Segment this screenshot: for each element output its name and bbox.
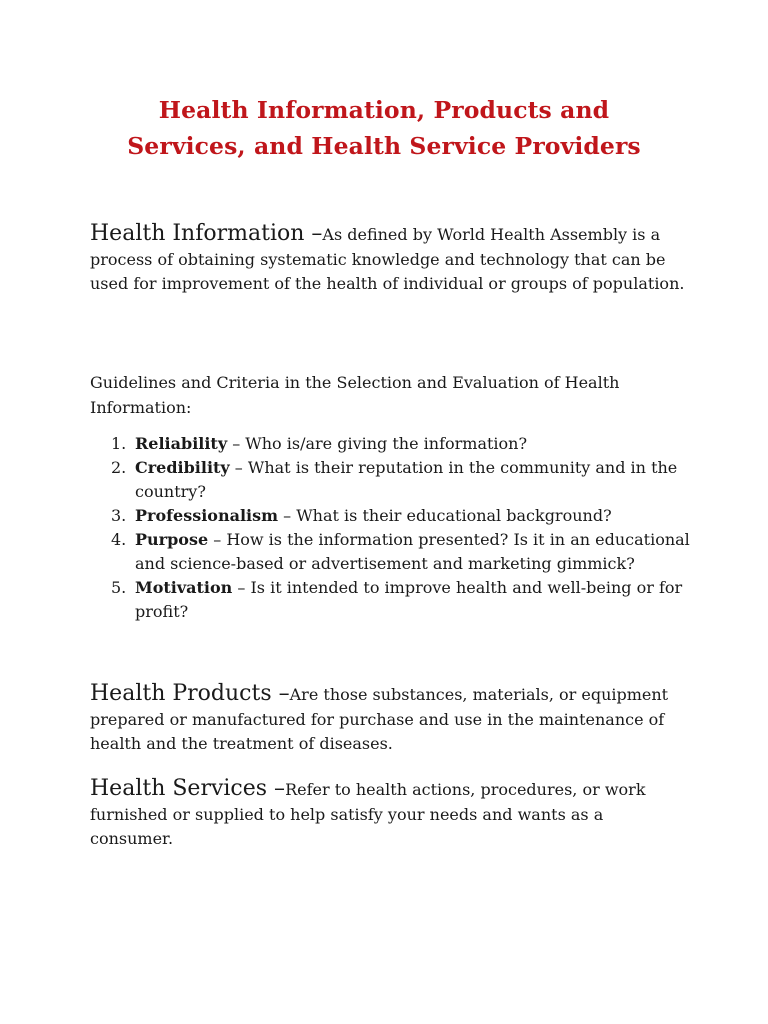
list-item-text: – What is their educational background? xyxy=(278,506,612,525)
list-item-term: Motivation xyxy=(135,578,233,597)
list-item-number: 3. xyxy=(111,506,127,525)
list-item-text: – Is it intended to improve health and well-being or for profit? xyxy=(135,578,683,621)
health-services-definition: Refer to health actions, procedures, or work furnished or supplied to help satisfy your needs and wants as a consumer. xyxy=(90,780,646,848)
list-item xyxy=(111,576,695,624)
health-information-term: Health Information – xyxy=(90,221,323,246)
health-information-paragraph xyxy=(90,222,690,297)
title-line-2: Services, and Health Service Providers xyxy=(127,132,641,160)
list-item-term: Professionalism xyxy=(135,506,279,525)
health-services-paragraph xyxy=(90,777,690,852)
list-item-term: Credibility xyxy=(135,458,230,477)
list-item xyxy=(111,528,695,576)
list-item xyxy=(111,504,695,528)
title-line-1: Health Information, Products and xyxy=(158,96,610,124)
guidelines-heading: Guidelines and Criteria in the Selection and Evaluation of Health Information: xyxy=(90,373,620,417)
list-item-term: Purpose xyxy=(135,530,209,549)
list-item-text: – What is their reputation in the community and in the country? xyxy=(135,458,678,501)
list-item-number: 5. xyxy=(111,578,127,597)
list-item-term: Reliability xyxy=(135,434,228,453)
list-item-number: 4. xyxy=(111,530,127,549)
list-item-text: – How is the information presented? Is it in an educational and science-based or advertisement and marketing gimmick? xyxy=(135,530,690,573)
health-products-paragraph xyxy=(90,682,690,757)
criteria-list xyxy=(111,432,695,624)
health-information-definition: As defined by World Health Assembly is a process of obtaining systematic knowledge and technology that can be used for improvement of the health of individual or groups of population. xyxy=(90,225,685,293)
health-products-definition: Are those substances, materials, or equipment prepared or manufactured for purchase and use in the maintenance of health and the treatment of diseases. xyxy=(90,685,669,753)
list-item-number: 2. xyxy=(111,458,127,477)
health-services-term: Health Services – xyxy=(90,776,286,801)
health-products-term: Health Products – xyxy=(90,681,290,706)
list-item-text: – Who is/are giving the information? xyxy=(227,434,528,453)
list-item xyxy=(111,432,695,456)
page-title xyxy=(0,92,768,164)
list-item xyxy=(111,456,695,504)
list-item-number: 1. xyxy=(111,434,127,453)
